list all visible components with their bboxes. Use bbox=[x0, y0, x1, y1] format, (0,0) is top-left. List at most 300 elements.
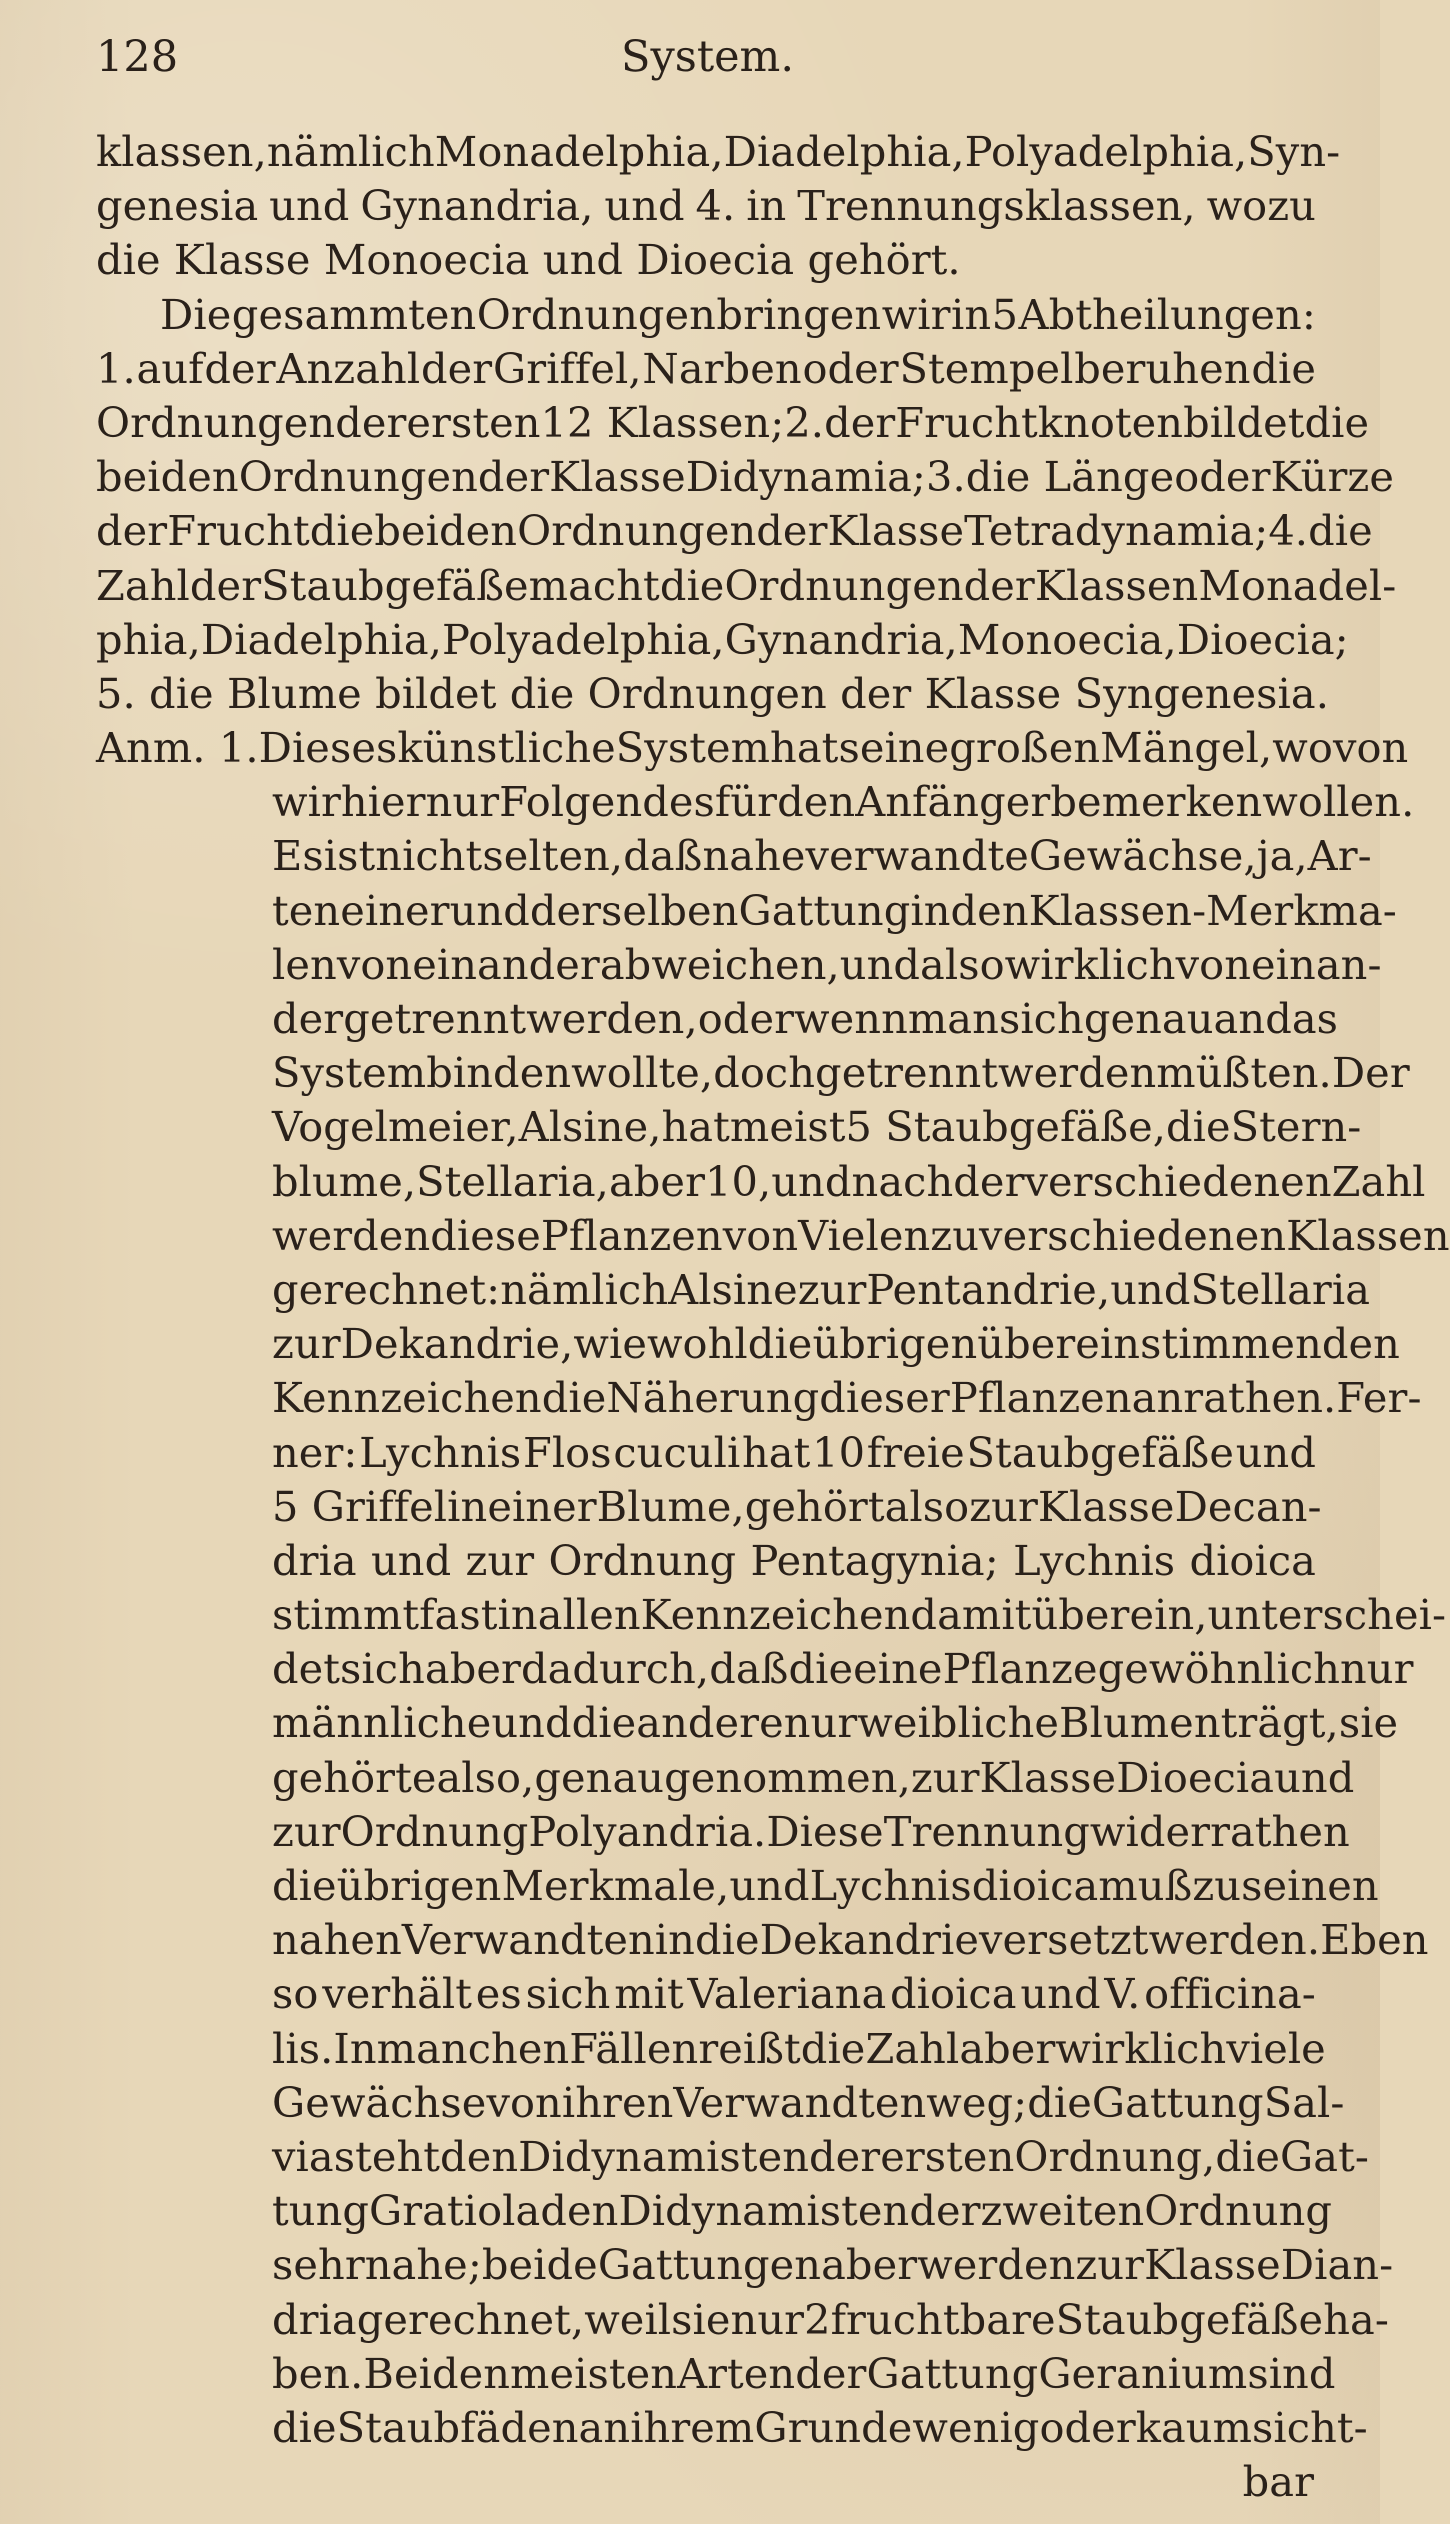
word: Tetradynamia; bbox=[964, 506, 1269, 556]
word: die bbox=[571, 1698, 637, 1748]
word: und bbox=[1274, 1752, 1355, 1802]
word: nur bbox=[783, 1698, 858, 1748]
word: Geranium bbox=[1038, 2348, 1248, 2398]
word: Blume bbox=[226, 668, 362, 718]
word: also bbox=[920, 939, 1005, 989]
word: Dioecia bbox=[1116, 1752, 1275, 1802]
word: nämlich bbox=[500, 1264, 669, 1314]
word: System bbox=[272, 1048, 427, 1098]
word: die bbox=[788, 1644, 854, 1694]
word: klassen, bbox=[96, 127, 267, 176]
word: an bbox=[1213, 994, 1266, 1043]
word: Narben bbox=[642, 343, 802, 393]
word: wozu bbox=[1206, 181, 1316, 231]
word: in bbox=[910, 885, 951, 935]
word: Gat- bbox=[1280, 2131, 1369, 2181]
text-line bbox=[96, 2184, 1333, 2238]
text-line bbox=[96, 1209, 1450, 1263]
word: Staubgefäße bbox=[1055, 2294, 1324, 2344]
word: übrigen bbox=[336, 1861, 502, 1910]
word: aber bbox=[821, 2240, 918, 2290]
word: weil bbox=[584, 2294, 672, 2344]
word: man bbox=[907, 994, 999, 1043]
word: Abtheilungen: bbox=[1018, 289, 1316, 339]
word: ihren bbox=[561, 2077, 674, 2127]
word: Ordnung bbox=[340, 1806, 529, 1856]
word: 10 bbox=[812, 1427, 866, 1477]
word: Lychnis bbox=[1013, 1535, 1176, 1585]
text-line bbox=[96, 1371, 1422, 1425]
word: wirklich bbox=[1055, 2023, 1227, 2073]
page-header bbox=[96, 28, 1316, 108]
word: viele bbox=[1226, 2023, 1326, 2073]
word: Pflanze bbox=[942, 1644, 1098, 1694]
word: dieser bbox=[819, 1373, 950, 1423]
word: Ar- bbox=[1307, 831, 1372, 881]
word: hier bbox=[340, 777, 426, 827]
word: meist bbox=[729, 1102, 846, 1152]
word: Staubfäden bbox=[336, 2402, 579, 2452]
word: Ordnungen bbox=[238, 452, 478, 502]
word: Eben bbox=[1320, 1915, 1429, 1965]
word: Blume, bbox=[596, 1481, 745, 1531]
text-line bbox=[96, 1805, 1350, 1859]
word: daß bbox=[709, 1644, 789, 1694]
word: aber bbox=[608, 1156, 705, 1206]
word: selten, bbox=[482, 831, 624, 881]
word: kaum bbox=[1135, 2402, 1253, 2452]
word: System bbox=[615, 723, 771, 773]
word: in bbox=[951, 289, 992, 339]
word: Klasse bbox=[549, 452, 686, 502]
word: gerechnet: bbox=[272, 1264, 501, 1314]
word: zur bbox=[272, 1319, 341, 1369]
word: Ordnungen bbox=[96, 397, 336, 447]
word: zweiten bbox=[980, 2186, 1145, 2236]
word: Dioecia bbox=[636, 235, 795, 285]
word: hat bbox=[661, 1102, 730, 1152]
word: so bbox=[272, 1969, 319, 2019]
word: allen bbox=[537, 1590, 641, 1640]
word: cuculi bbox=[613, 1427, 741, 1477]
text-line bbox=[96, 1263, 1371, 1317]
word: nach bbox=[851, 1156, 954, 1206]
word: Alsine, bbox=[518, 1102, 662, 1152]
word: der bbox=[909, 2186, 981, 2236]
word: ersten bbox=[406, 397, 541, 447]
text-line bbox=[96, 2401, 1368, 2455]
word: verschiedenen bbox=[979, 1210, 1287, 1260]
text-line bbox=[96, 1534, 1316, 1588]
word: Valeriana bbox=[687, 1969, 887, 2019]
word: ha- bbox=[1323, 2294, 1389, 2344]
word: Polyadelphia, bbox=[441, 614, 725, 664]
word: Diadelphia, bbox=[723, 127, 965, 176]
word: nahe bbox=[702, 831, 806, 881]
word: Ordnung bbox=[1144, 2186, 1333, 2236]
word: die bbox=[1027, 2077, 1092, 2127]
word: zur bbox=[969, 1481, 1038, 1531]
word: aber bbox=[959, 2023, 1056, 2073]
word: Grunde bbox=[754, 2402, 913, 2452]
word: übrigen bbox=[812, 1319, 978, 1369]
word: Ordnung bbox=[548, 1535, 737, 1585]
text-line bbox=[96, 938, 1382, 992]
word: weg; bbox=[926, 2077, 1028, 2127]
word: und bbox=[269, 181, 350, 231]
word: männliche bbox=[272, 1698, 492, 1748]
word: 2 bbox=[804, 2294, 831, 2344]
word: und bbox=[371, 1535, 452, 1585]
word: Syn- bbox=[1247, 127, 1341, 176]
word: die bbox=[509, 668, 575, 718]
word: werden, bbox=[526, 994, 698, 1043]
text-line bbox=[96, 504, 1373, 558]
word: zur bbox=[797, 1264, 867, 1314]
word: dioica bbox=[971, 1861, 1099, 1910]
word: die Länge bbox=[965, 452, 1175, 502]
word: verschiedenen bbox=[1024, 1156, 1332, 1206]
text-line bbox=[96, 884, 1397, 938]
word: Kürze bbox=[1270, 452, 1394, 502]
word: werden bbox=[917, 2240, 1076, 2290]
text-line bbox=[96, 125, 1341, 179]
word: Stempel bbox=[899, 343, 1074, 393]
word: die bbox=[1304, 397, 1370, 447]
word: ben. bbox=[272, 2348, 364, 2398]
word: genommen, bbox=[664, 1752, 911, 1802]
word: übereinstimmenden bbox=[977, 1319, 1400, 1369]
word: stimmt bbox=[272, 1590, 420, 1640]
word: die bbox=[541, 1373, 607, 1423]
word: freie bbox=[866, 1427, 965, 1477]
word: Folgendes bbox=[499, 777, 715, 827]
word: verwandte bbox=[805, 831, 1029, 881]
word: weibliche bbox=[857, 1698, 1060, 1748]
word: Klasse bbox=[1037, 1481, 1175, 1531]
word: den bbox=[950, 885, 1029, 935]
word: seinen bbox=[1241, 1861, 1379, 1910]
word: die bbox=[694, 1915, 760, 1965]
word: Diadelphia, bbox=[200, 614, 442, 664]
word: Polyandria. bbox=[528, 1806, 767, 1856]
word: Dioecia; bbox=[1176, 614, 1349, 664]
word: andere bbox=[636, 1698, 784, 1748]
word: Gewächse, bbox=[1028, 831, 1257, 881]
word: der bbox=[189, 560, 262, 610]
word: hat bbox=[742, 1427, 811, 1477]
word: meisten bbox=[510, 2348, 678, 2398]
word: zur bbox=[1075, 2240, 1145, 2290]
word: einer bbox=[487, 1481, 597, 1531]
word: der bbox=[96, 506, 168, 556]
text-line bbox=[96, 1967, 1316, 2021]
word: und bbox=[1110, 1264, 1191, 1314]
word: müßten. bbox=[1156, 1048, 1332, 1098]
word: Klasse bbox=[924, 668, 1062, 718]
running-head: System. bbox=[621, 32, 794, 82]
word: Gattung bbox=[1091, 2077, 1264, 2127]
word: Die bbox=[160, 289, 232, 339]
word: Griffel, bbox=[492, 343, 642, 393]
word: Gewächse bbox=[272, 2077, 487, 2127]
word: 2. bbox=[784, 397, 825, 447]
word: beiden bbox=[374, 506, 518, 556]
word: der bbox=[756, 506, 828, 556]
word: der bbox=[204, 343, 276, 393]
word: Anfänger bbox=[855, 777, 1051, 827]
word: seine bbox=[838, 723, 950, 773]
word: die bbox=[800, 2023, 866, 2073]
word: via bbox=[272, 2131, 334, 2181]
word: beide bbox=[481, 2240, 598, 2290]
text-line bbox=[96, 559, 1397, 613]
word: Didynamisten bbox=[518, 2131, 810, 2181]
word: der bbox=[272, 994, 344, 1043]
word: gehört. bbox=[807, 235, 961, 285]
word: bar bbox=[1242, 2457, 1314, 2507]
main-text bbox=[96, 125, 1450, 2509]
word: wenn bbox=[794, 994, 908, 1043]
word: Flos bbox=[522, 1427, 612, 1477]
text-line bbox=[96, 1588, 1447, 1642]
word: Es bbox=[272, 831, 324, 881]
word: ner: bbox=[272, 1427, 358, 1477]
word: dria bbox=[272, 2294, 357, 2344]
word: zur bbox=[272, 1806, 341, 1856]
word: einander bbox=[412, 939, 600, 989]
word: beiden bbox=[96, 452, 239, 502]
word: und bbox=[729, 1861, 810, 1910]
word: Stern- bbox=[1230, 1102, 1362, 1152]
text-line bbox=[96, 1859, 1379, 1913]
word: wirklich bbox=[1004, 939, 1176, 989]
word: der bbox=[953, 1156, 1025, 1206]
word: in bbox=[746, 181, 787, 231]
word: die bbox=[1308, 506, 1373, 556]
word: sie bbox=[1338, 1698, 1399, 1748]
word: also bbox=[884, 1481, 970, 1531]
text-line bbox=[96, 342, 1316, 396]
text-line bbox=[96, 450, 1394, 504]
word: Stellaria, bbox=[416, 1156, 609, 1206]
word: und bbox=[771, 1156, 852, 1206]
text-line bbox=[96, 1046, 1410, 1100]
word: wovon bbox=[1272, 723, 1409, 773]
word: doch bbox=[713, 1048, 816, 1098]
word: tung bbox=[272, 2186, 370, 2236]
word: 4. bbox=[695, 181, 736, 231]
word: Verwandten bbox=[673, 2077, 927, 2127]
text-line bbox=[96, 2455, 1316, 2509]
word: anrathen. bbox=[1131, 1373, 1337, 1423]
word: Pflanzen bbox=[540, 1210, 723, 1260]
word: der bbox=[420, 343, 493, 393]
word: bildet bbox=[375, 668, 497, 718]
word: widerrathen bbox=[1089, 1806, 1350, 1856]
word: oder bbox=[1039, 2402, 1136, 2452]
word: von bbox=[722, 1210, 799, 1260]
word: gewöhnlich bbox=[1097, 1644, 1340, 1694]
word: Ordnungen bbox=[517, 506, 757, 556]
word: Monadelphia, bbox=[434, 127, 724, 176]
word: Bei bbox=[363, 2348, 432, 2398]
word: sie bbox=[671, 2294, 731, 2344]
word: versetzt bbox=[979, 1915, 1149, 1965]
word: macht bbox=[528, 560, 660, 610]
word: nicht bbox=[375, 831, 483, 881]
word: unterschei- bbox=[1207, 1590, 1447, 1640]
text-line bbox=[96, 992, 1339, 1046]
word: nahe; bbox=[364, 2240, 482, 2290]
word: Klassen bbox=[1034, 560, 1199, 610]
text-line bbox=[96, 1155, 1426, 1209]
word: ten bbox=[272, 885, 341, 935]
word: Gattungen bbox=[597, 2240, 822, 2290]
word: großen bbox=[949, 723, 1101, 773]
word: lis. bbox=[272, 2023, 334, 2073]
word: getrennt bbox=[343, 994, 527, 1043]
word: In bbox=[333, 2023, 377, 2073]
word: getrennt bbox=[815, 1048, 999, 1098]
text-line bbox=[96, 613, 1349, 667]
word: Arten bbox=[677, 2348, 796, 2398]
word: und bbox=[542, 235, 624, 285]
word: manchen bbox=[376, 2023, 570, 2073]
word: dadurch, bbox=[520, 1644, 710, 1694]
word: Didynamia; bbox=[685, 452, 926, 502]
word: nahen bbox=[272, 1915, 402, 1965]
word: für bbox=[714, 777, 778, 827]
word: dria bbox=[272, 1535, 357, 1585]
word: 5 Staubgefäße, bbox=[845, 1102, 1167, 1152]
text-line bbox=[96, 2076, 1345, 2130]
word: Anm. 1. bbox=[96, 723, 259, 773]
word: die bbox=[96, 235, 161, 285]
word: Mängel, bbox=[1100, 723, 1273, 773]
word: Kennzeichen bbox=[272, 1373, 542, 1423]
word: sehr bbox=[272, 2240, 365, 2290]
word: reißt bbox=[698, 2023, 801, 2073]
word: ja, bbox=[1256, 831, 1308, 881]
word: Staubgefäße bbox=[966, 1427, 1234, 1477]
word: nur bbox=[1340, 1644, 1414, 1694]
word: Klassen bbox=[1286, 1210, 1450, 1260]
word: mit bbox=[614, 1969, 684, 2019]
word: Dekandrie bbox=[759, 1915, 979, 1965]
word: auf bbox=[136, 343, 204, 393]
word: trägt, bbox=[1220, 1698, 1339, 1748]
word: Trennungsklassen, bbox=[797, 181, 1196, 231]
word: es bbox=[475, 1969, 522, 2019]
word: verhält bbox=[322, 1969, 473, 2019]
word: also, bbox=[436, 1752, 535, 1802]
word: die bbox=[272, 1861, 337, 1910]
word: Polyadelphia, bbox=[964, 127, 1248, 176]
word: Trennung bbox=[883, 1806, 1090, 1856]
word: Pentandrie, bbox=[866, 1264, 1111, 1314]
word: officina- bbox=[1144, 1969, 1316, 2019]
word: Lychnis bbox=[809, 1861, 972, 1910]
word: die bbox=[747, 1319, 813, 1369]
text-line bbox=[96, 2238, 1394, 2292]
word: genau bbox=[1083, 994, 1214, 1043]
word: Vielen bbox=[798, 1210, 931, 1260]
word: Alsine bbox=[668, 1264, 798, 1314]
word: sich bbox=[998, 994, 1084, 1043]
word: Ordnung, bbox=[1014, 2131, 1216, 2181]
word: Monoecia bbox=[323, 235, 530, 285]
word: die bbox=[659, 560, 725, 610]
text-line bbox=[96, 2293, 1389, 2347]
word: det bbox=[272, 1644, 341, 1694]
word: Näherung bbox=[606, 1373, 820, 1423]
word: 5 bbox=[991, 289, 1019, 339]
word: aber bbox=[424, 1644, 521, 1694]
word: Gynandria, bbox=[724, 614, 958, 664]
word: Der bbox=[1331, 1048, 1410, 1098]
word: ihrem bbox=[630, 2402, 755, 2452]
word: der bbox=[840, 668, 912, 718]
word: Kennzeichen bbox=[640, 1590, 911, 1640]
word: 3. bbox=[925, 452, 966, 502]
word: 12 Klassen; bbox=[540, 397, 785, 447]
word: sicht- bbox=[1252, 2402, 1368, 2452]
word: gehört bbox=[744, 1481, 885, 1531]
word: 4. bbox=[1268, 506, 1309, 556]
word: den bbox=[777, 777, 856, 827]
word: den bbox=[431, 2348, 511, 2398]
word: 1. bbox=[96, 343, 136, 393]
word: sich bbox=[525, 1969, 611, 2019]
text-line bbox=[96, 288, 1316, 342]
text-line bbox=[96, 1100, 1362, 1154]
word: diese bbox=[430, 1210, 541, 1260]
text-line bbox=[96, 1426, 1316, 1480]
word: zur bbox=[465, 1535, 535, 1585]
word: in bbox=[497, 1590, 538, 1640]
word: wir bbox=[272, 777, 341, 827]
word: Blumen bbox=[1059, 1698, 1221, 1748]
word: überein, bbox=[1031, 1590, 1208, 1640]
word: Klasse bbox=[173, 235, 311, 285]
word: oder bbox=[697, 994, 795, 1043]
word: die bbox=[1166, 1102, 1231, 1152]
word: und bbox=[491, 1698, 572, 1748]
word: sich bbox=[340, 1644, 425, 1694]
word: in bbox=[447, 1481, 488, 1531]
word: nämlich bbox=[266, 127, 435, 176]
word: Sal- bbox=[1263, 2077, 1345, 2127]
word: zur bbox=[910, 1752, 980, 1802]
word: Monadel- bbox=[1198, 560, 1397, 610]
word: nur bbox=[425, 777, 500, 827]
text-line bbox=[96, 1696, 1399, 1750]
word: die bbox=[272, 2402, 337, 2452]
word: einan- bbox=[1251, 939, 1382, 989]
word: künstliche bbox=[397, 723, 616, 773]
text-line bbox=[96, 179, 1316, 233]
word: Merkmale, bbox=[501, 1861, 730, 1910]
word: oder bbox=[802, 343, 899, 393]
word: daß bbox=[623, 831, 703, 881]
word: Zahl bbox=[1331, 1156, 1426, 1206]
word: damit bbox=[910, 1590, 1032, 1640]
text-line bbox=[96, 829, 1372, 883]
word: wenig bbox=[912, 2402, 1040, 2452]
word: blume, bbox=[272, 1156, 417, 1206]
word: bildet bbox=[1183, 397, 1305, 447]
